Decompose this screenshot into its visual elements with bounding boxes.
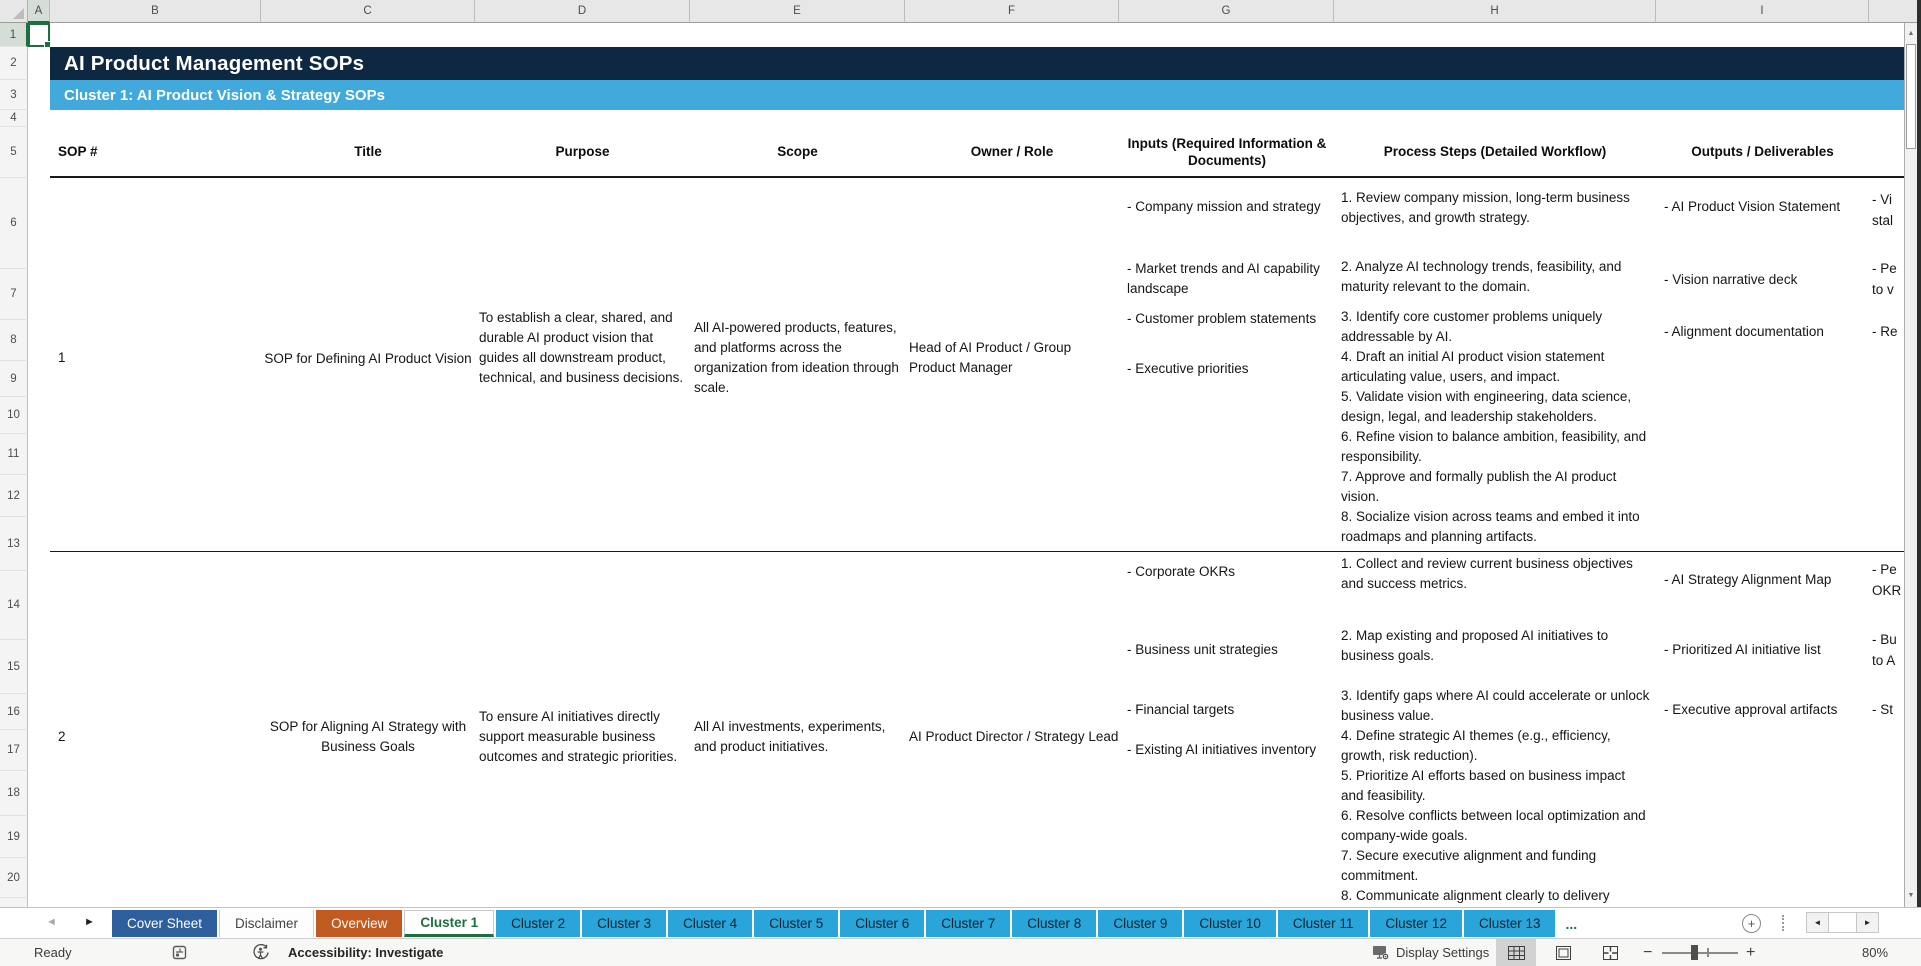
cell-sop1-step-1[interactable]: 1. Review company mission, long-term business objectives, and growth strategy. (1341, 190, 1630, 225)
select-all-triangle-icon (13, 8, 24, 19)
header-title[interactable]: Title (354, 144, 382, 159)
clipped-col-sop1-frag-3[interactable]: - Pe (1872, 261, 1897, 276)
cell-sop1-output-3[interactable]: - Alignment documentation (1664, 324, 1824, 339)
row-header-16[interactable]: 16 (0, 694, 28, 730)
col-header-I[interactable]: I (1656, 0, 1869, 23)
cell-sop2-step-2[interactable]: 2. Map existing and proposed AI initiatives to business goals. (1341, 628, 1609, 663)
col-header-B[interactable]: B (50, 0, 261, 23)
scroll-up-icon[interactable]: ▲ (1907, 30, 1915, 37)
cell-sop1-input-4[interactable]: - Executive priorities (1127, 361, 1249, 376)
cell-sop2-input-2[interactable]: - Business unit strategies (1127, 642, 1278, 657)
select-all-corner[interactable] (0, 0, 28, 23)
cluster-subtitle-banner[interactable]: Cluster 1: AI Product Vision & Strategy SOPs (50, 80, 1904, 110)
col-header-A[interactable]: A (28, 0, 50, 23)
cell-sop2-input-3[interactable]: - Financial targets (1127, 702, 1235, 717)
row-header-10[interactable]: 10 (0, 397, 28, 434)
header-owner-role[interactable]: Owner / Role (970, 144, 1054, 159)
sheet-tab-bar (0, 907, 1921, 938)
cell-sop1-step-2[interactable]: 2. Analyze AI technology trends, feasibility, and maturity relevant to the domain. (1341, 259, 1622, 294)
clipped-col-sop2-frag-5[interactable]: - St (1872, 702, 1894, 717)
cell-sop1-scope[interactable]: All AI-powered products, features, and platforms across the organization from ideation through scale. (694, 320, 899, 395)
header-inputs[interactable]: Inputs (Required Information & Documents) (1127, 135, 1327, 168)
horizontal-scrollbar[interactable] (1806, 912, 1879, 933)
active-cell-A1[interactable] (28, 23, 50, 47)
header-outputs[interactable]: Outputs / Deliverables (1691, 144, 1834, 159)
tab-cluster-7[interactable]: Cluster 7 (926, 910, 1010, 937)
hscroll-left-icon[interactable]: ◄ (1806, 912, 1829, 933)
row-header-1[interactable]: 1 (0, 23, 28, 47)
row-gutter-filler (0, 898, 28, 907)
tab-cluster-6[interactable]: Cluster 6 (840, 910, 924, 937)
zoom-slider-track[interactable] (1662, 952, 1738, 954)
tab-cluster-4[interactable]: Cluster 4 (668, 910, 752, 937)
cell-sop2-output-2[interactable]: - Prioritized AI initiative list (1664, 642, 1821, 657)
more-sheets-ellipsis[interactable]: ... (1565, 915, 1578, 932)
row-header-6[interactable]: 6 (0, 178, 28, 269)
cell-sop2-step-4[interactable]: 4. Define strategic AI themes (e.g., efficiency, growth, risk reduction). (1341, 728, 1611, 763)
cell-sop2-step-5[interactable]: 5. Prioritize AI efforts based on business impact and feasibility. (1341, 768, 1626, 803)
header-bottom-border (50, 176, 1904, 178)
tab-cluster-2[interactable]: Cluster 2 (496, 910, 580, 937)
horizontal-scrollbar-thumb[interactable] (1829, 912, 1856, 933)
cell-sop2-title[interactable]: SOP for Aligning AI Strategy with Business Goals (269, 719, 467, 754)
row-header-13[interactable]: 13 (0, 517, 28, 571)
row-header-4[interactable]: 4 (0, 110, 28, 127)
scroll-down-icon[interactable]: ▼ (1907, 892, 1915, 899)
cell-sop1-input-2[interactable]: - Market trends and AI capability landscape (1127, 261, 1320, 296)
cell-sop1-title[interactable]: SOP for Defining AI Product Vision (264, 351, 472, 366)
col-header-G[interactable]: G (1119, 0, 1334, 23)
tab-cluster-11[interactable]: Cluster 11 (1278, 910, 1369, 937)
clipped-col-sop2-frag-1[interactable]: - Pe (1872, 562, 1897, 577)
col-header-H[interactable]: H (1334, 0, 1656, 23)
header-sop-number[interactable]: SOP # (58, 144, 98, 159)
col-header-C[interactable]: C (261, 0, 475, 23)
cell-sop2-input-4[interactable]: - Existing AI initiatives inventory (1127, 742, 1317, 757)
cell-sop1-step-3[interactable]: 3. Identify core customer problems uniquely addressable by AI. (1341, 309, 1603, 344)
cell-sop2-steps-4-8[interactable] (1341, 726, 1651, 906)
cell-sop1-purpose[interactable]: To establish a clear, shared, and durable AI product vision that guides all downstream product, technical, and business decisions. (479, 310, 684, 385)
cell-sop2-step-3[interactable]: 3. Identify gaps where AI could accelerate or unlock business value. (1341, 688, 1650, 723)
cell-sop1-steps-3-8[interactable] (1341, 307, 1651, 547)
row-header-8[interactable]: 8 (0, 320, 28, 361)
clipped-col-sop2-frag-2[interactable]: OKR (1872, 583, 1902, 598)
row-separator-border (50, 551, 1904, 552)
sheet-body (28, 23, 1904, 907)
accessibility-status[interactable]: Accessibility: Investigate (288, 945, 444, 960)
tab-disclaimer[interactable]: Disclaimer (219, 910, 314, 937)
header-purpose[interactable]: Purpose (555, 144, 610, 159)
clipped-col-sop2-frag-3[interactable]: - Bu (1872, 632, 1897, 647)
cell-sop1-step-7[interactable]: 7. Approve and formally publish the AI product vision. (1341, 469, 1617, 504)
row-header-19[interactable]: 19 (0, 816, 28, 858)
col-header-D[interactable]: D (475, 0, 690, 23)
tab-bar-separator (1782, 915, 1784, 931)
tab-overview[interactable]: Overview (316, 910, 402, 937)
zoom-level[interactable]: 80% (1862, 945, 1889, 960)
cell-sop1-output-2[interactable]: - Vision narrative deck (1664, 272, 1798, 287)
cell-sop1-step-8[interactable]: 8. Socialize vision across teams and embed it into roadmaps and planning artifacts. (1341, 509, 1640, 544)
header-scope[interactable]: Scope (777, 144, 818, 159)
clipped-col-sop1-frag-4[interactable]: to v (1872, 282, 1894, 297)
hscroll-right-icon[interactable]: ► (1856, 912, 1879, 933)
zoom-slider-thumb[interactable] (1691, 945, 1698, 960)
row-header-20[interactable]: 20 (0, 858, 28, 898)
tab-cluster-10[interactable]: Cluster 10 (1184, 910, 1276, 937)
cell-sop1-input-3[interactable]: - Customer problem statements (1127, 311, 1317, 326)
normal-view-icon[interactable] (1496, 939, 1536, 966)
tab-cluster-5[interactable]: Cluster 5 (754, 910, 838, 937)
cell-sop2-owner[interactable]: AI Product Director / Strategy Lead (909, 729, 1119, 744)
vertical-scrollbar[interactable] (1904, 23, 1917, 907)
sheet-tabs (112, 910, 1577, 937)
tab-cluster-12[interactable]: Cluster 12 (1370, 910, 1462, 937)
add-sheet-icon[interactable]: + (1742, 914, 1761, 933)
row-header-17[interactable]: 17 (0, 730, 28, 771)
cell-sop1-step-6[interactable]: 6. Refine vision to balance ambition, feasibility, and responsibility. (1341, 429, 1647, 464)
accessibility-icon[interactable] (252, 939, 270, 966)
row-header-14[interactable]: 14 (0, 571, 28, 640)
tab-scroll-right-icon[interactable]: ► (84, 916, 95, 928)
zoom-in-icon[interactable]: + (1746, 943, 1756, 961)
display-settings-icon[interactable] (1372, 939, 1391, 966)
cell-sop1-input-1[interactable]: - Company mission and strategy (1127, 199, 1321, 214)
tab-cluster-1[interactable]: Cluster 1 (404, 910, 494, 937)
cell-sop2-number[interactable]: 2 (58, 729, 66, 744)
tab-cluster-8[interactable]: Cluster 8 (1012, 910, 1096, 937)
page-layout-view-icon[interactable] (1543, 939, 1583, 966)
cell-sop2-step-1[interactable]: 1. Collect and review current business objectives and success metrics. (1341, 556, 1633, 591)
tab-scroll-left-icon[interactable]: ◄ (46, 916, 57, 928)
row-header-15[interactable]: 15 (0, 640, 28, 694)
window-right-edge (1917, 0, 1921, 938)
tab-cover-sheet[interactable]: Cover Sheet (112, 910, 217, 937)
row-header-18[interactable]: 18 (0, 771, 28, 816)
row-header-9[interactable]: 9 (0, 361, 28, 397)
tab-cluster-13[interactable]: Cluster 13 (1464, 910, 1556, 937)
status-bar (0, 938, 1921, 966)
cell-sop2-step-7[interactable]: 7. Secure executive alignment and funding commitment. (1341, 848, 1597, 883)
clipped-col-sop1-frag-5[interactable]: - Re (1872, 324, 1898, 339)
tab-cluster-9[interactable]: Cluster 9 (1098, 910, 1182, 937)
cell-sop2-purpose[interactable]: To ensure AI initiatives directly support measurable business outcomes and strategic priorities. (479, 709, 678, 764)
clipped-col-sop1-frag-2[interactable]: stal (1872, 213, 1894, 228)
macro-record-icon[interactable] (172, 939, 187, 966)
col-header-F[interactable]: F (905, 0, 1119, 23)
status-mode: Ready (34, 945, 72, 960)
clipped-col-sop1-frag-1[interactable]: - Vi (1872, 192, 1893, 207)
col-header-filler (1869, 0, 1921, 23)
sheet-title-banner[interactable]: AI Product Management SOPs (50, 47, 1904, 80)
clipped-col-sop2-frag-4[interactable]: to A (1872, 653, 1896, 668)
cell-sop1-step-4[interactable]: 4. Draft an initial AI product vision statement articulating value, users, and impact. (1341, 349, 1605, 384)
row-header-2[interactable]: 2 (0, 47, 28, 80)
display-settings-label[interactable]: Display Settings (1396, 945, 1490, 960)
cell-sop1-owner[interactable]: Head of AI Product / Group Product Manager (909, 340, 1072, 375)
cell-sop2-step-8[interactable]: 8. Communicate alignment clearly to delivery (1341, 888, 1610, 903)
tab-cluster-3[interactable]: Cluster 3 (582, 910, 666, 937)
zoom-slider-notch (1707, 948, 1709, 957)
col-header-E[interactable]: E (690, 0, 905, 23)
cell-sop2-output-3[interactable]: - Executive approval artifacts (1664, 702, 1838, 717)
cell-sop1-output-1[interactable]: - AI Product Vision Statement (1664, 199, 1841, 214)
cell-sop2-output-1[interactable]: - AI Strategy Alignment Map (1664, 572, 1832, 587)
header-process-steps[interactable]: Process Steps (Detailed Workflow) (1383, 144, 1607, 159)
cell-sop1-step-5[interactable]: 5. Validate vision with engineering, data science, design, legal, and leadership stakeholders. (1341, 389, 1632, 424)
cell-sop1-number[interactable]: 1 (58, 350, 66, 365)
vertical-scrollbar-thumb[interactable] (1906, 44, 1916, 149)
cell-sop2-step-6[interactable]: 6. Resolve conflicts between local optimization and company-wide goals. (1341, 808, 1646, 843)
row-header-11[interactable]: 11 (0, 434, 28, 475)
row-header-12[interactable]: 12 (0, 475, 28, 517)
row-header-5[interactable]: 5 (0, 127, 28, 178)
row-header-3[interactable]: 3 (0, 80, 28, 110)
page-break-preview-icon[interactable] (1590, 939, 1630, 966)
row-header-7[interactable]: 7 (0, 269, 28, 320)
cell-sop2-scope[interactable]: All AI investments, experiments, and product initiatives. (694, 719, 886, 754)
cell-sop2-input-1[interactable]: - Corporate OKRs (1127, 564, 1236, 579)
zoom-out-icon[interactable]: − (1643, 943, 1653, 961)
